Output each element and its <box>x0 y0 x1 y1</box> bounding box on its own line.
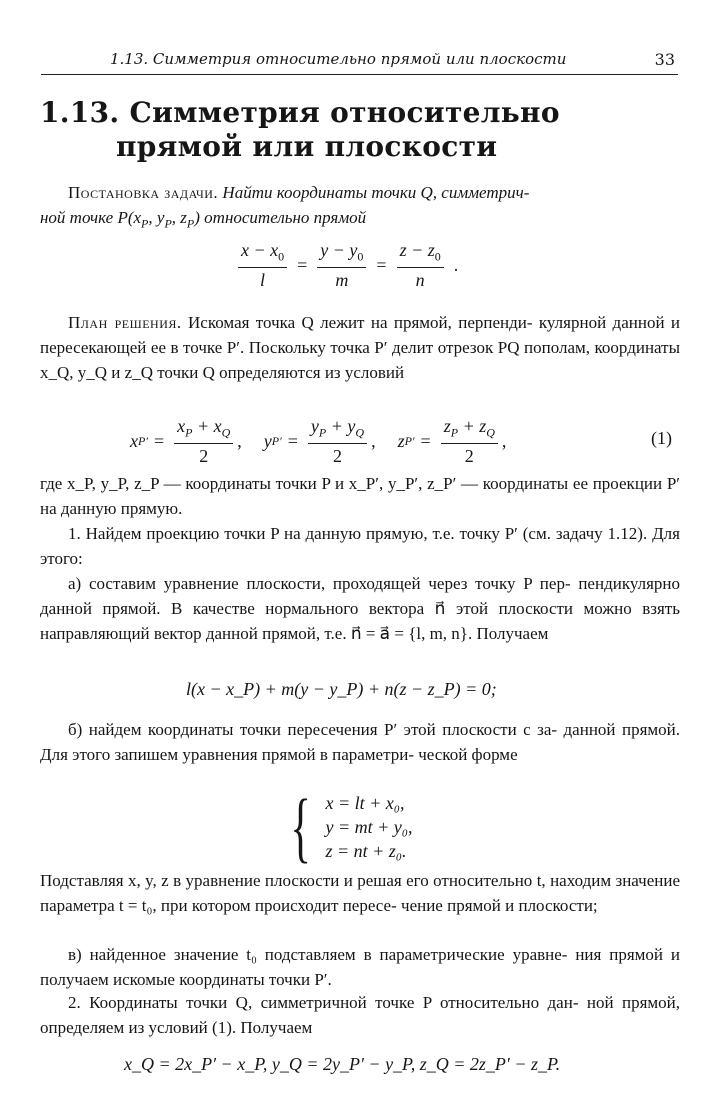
substitution-paragraph: Подставляя x, y, z в уравнение плоскости и решая его относительно t, находим значение параметра t = t₀, при котором происходит пересе- чение прямой и плоскости; <box>40 871 680 915</box>
midpoint-equations: x P′ = $\frac{x_P + x_Q}{2}$ , y P′ = $\frac{y_P + y_Q}{2}$ , z P′ = $\frac{z_P + z_Q}{2}$ , <box>130 416 507 466</box>
plan-text: Искомая точка Q лежит на прямой, перпенди- кулярной данной и пересекающей ее в точке P′. Поскольку точка P′ делит отрезок PQ пополам, координаты x_Q, y_Q и z_Q точки Q определяются из условий <box>40 313 681 382</box>
where-paragraph: где x_P, y_P, z_P — координаты точки P и x_P′, y_P′, z_P′ — координаты ее проекции P′ на данную прямую. <box>40 474 680 518</box>
running-title: 1.13. Симметрия относительно прямой или плоскости <box>110 50 567 68</box>
param-z: z = nt + z₀. <box>325 841 407 861</box>
problem-label: Постановка задачи. <box>68 183 219 202</box>
section-title-line2: прямой или плоскости <box>116 130 498 163</box>
problem-statement: Постановка задачи. Найти координаты точки Q, симметрич- ной точке $P(x_P$, $y_P$, $z_P$) относительно прямой <box>40 183 530 231</box>
header-rule <box>41 74 678 75</box>
fraction-y: $\frac{y - y_0}{m}$ <box>317 240 366 291</box>
problem-text-c: ) относительно прямой <box>194 208 367 227</box>
symmetric-point-equations: x_Q = 2x_P′ − x_P, y_Q = 2y_P′ − y_P, z_Q = 2z_P′ − z_P. <box>124 1054 561 1074</box>
parametric-system <box>282 783 413 870</box>
fraction-x: $\frac{x - x_0}{l}$ <box>238 240 287 291</box>
param-y: y = mt + y₀, <box>325 817 413 837</box>
problem-text-a: Найти координаты точки Q, симметрич- <box>222 183 530 202</box>
step-1c: в) найденное значение t₀ подставляем в параметрические уравне- ния прямой и получаем искомые координаты точки P′. <box>40 945 680 989</box>
param-x: x = lt + x₀, <box>325 793 405 813</box>
problem-text-b: ной точке P(x <box>40 208 142 227</box>
fraction-z: $\frac{z - z_0}{n}$ <box>397 240 444 291</box>
step-1: 1. Найдем проекцию точки P на данную прямую, т.е. точку P′ (см. задачу 1.12). Для этого: <box>40 524 680 568</box>
plan-paragraph <box>40 310 680 385</box>
section-title-line1: 1.13. Симметрия относительно <box>40 96 560 129</box>
plane-equation: l(x − x_P) + m(y − y_P) + n(z − z_P) = 0; <box>186 679 497 699</box>
canonical-line-equation: $\frac{x - x_0}{l}$ = $\frac{y - y_0}{m}$ = $\frac{z - z_0}{n}$ . <box>234 240 464 291</box>
left-brace-glyph: { <box>290 783 312 870</box>
step-1b: б) найдем координаты точки пересечения P′ этой плоскости с за- данной прямой. Для этого запишем уравнения прямой в параметри- ческой форме <box>40 720 680 764</box>
step-2: 2. Координаты точки Q, симметричной точке P относительно дан- ной прямой, определяем из условий (1). Получаем <box>40 993 680 1037</box>
page-number: 33 <box>654 50 675 69</box>
equation-number: (1) <box>651 428 672 448</box>
step-1a: а) составим уравнение плоскости, проходящей через точку P пер- пендикулярно данной прямой. В качестве нормального вектора n⃗ этой плоскости можно взять направляющий вектор данной прямой, т.е. n⃗ = a⃗ = {l, m, n}. Получаем <box>40 574 680 643</box>
plan-label: План решения. <box>68 313 182 332</box>
